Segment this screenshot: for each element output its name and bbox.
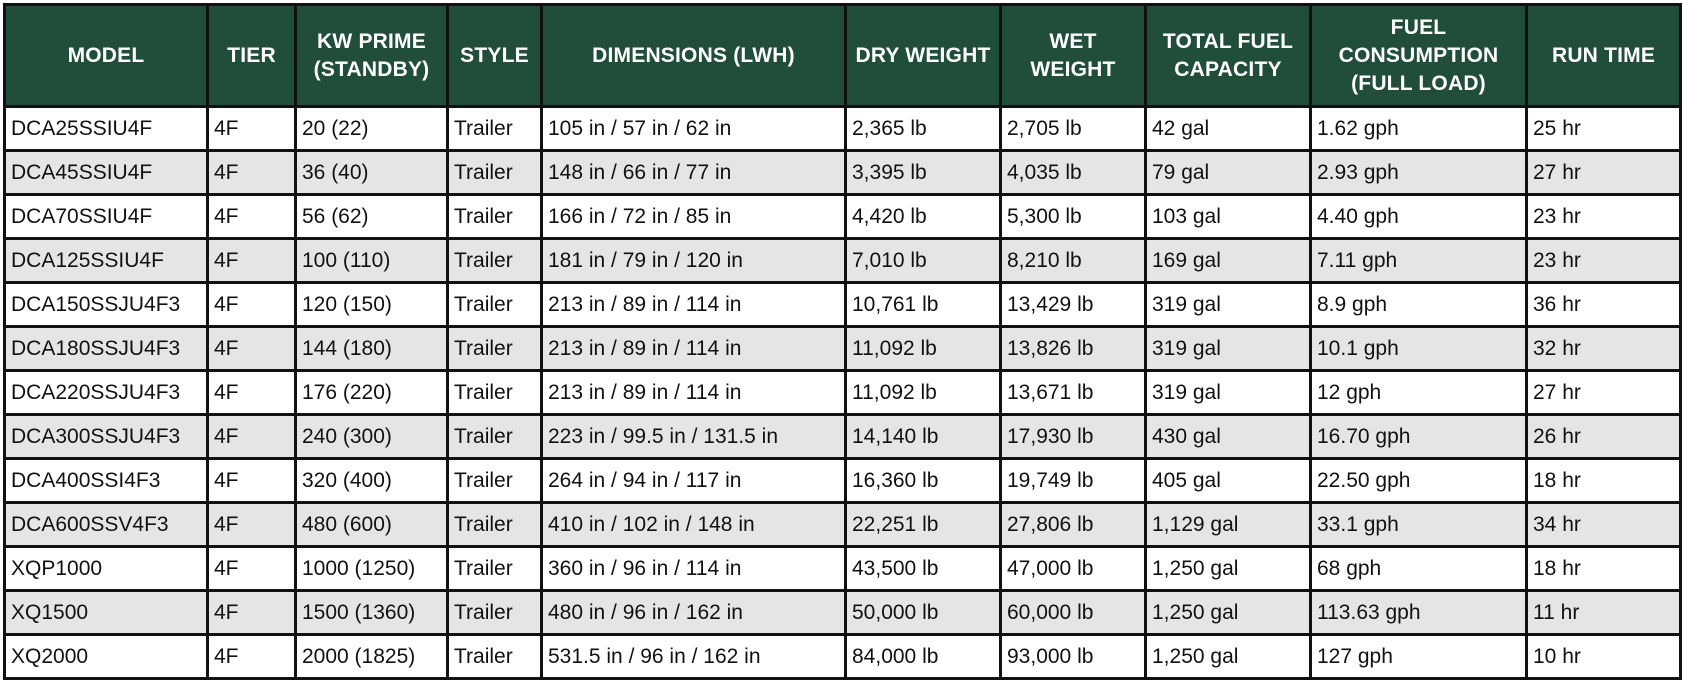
cell-text-total-fuel-capacity: 1,250 gal	[1152, 600, 1239, 624]
cell-model	[5, 371, 208, 415]
cell-dry-weight	[846, 327, 1001, 371]
table-row	[5, 503, 1681, 547]
cell-run-time	[1527, 591, 1681, 635]
cell-kw-prime	[296, 635, 448, 679]
cell-text-dry-weight: 10,761 lb	[852, 292, 939, 316]
cell-total-fuel-capacity	[1146, 195, 1311, 239]
cell-wet-weight	[1001, 239, 1146, 283]
cell-total-fuel-capacity	[1146, 415, 1311, 459]
cell-text-dry-weight: 84,000 lb	[852, 644, 939, 668]
column-header-kw-prime: KW PRIME (STANDBY)	[296, 5, 448, 107]
cell-tier	[208, 107, 296, 151]
cell-text-style: Trailer	[454, 512, 513, 536]
cell-model	[5, 151, 208, 195]
cell-kw-prime	[296, 591, 448, 635]
cell-text-total-fuel-capacity: 1,250 gal	[1152, 556, 1239, 580]
cell-text-model: DCA150SSJU4F3	[11, 292, 181, 316]
table-body	[5, 107, 1681, 679]
cell-wet-weight	[1001, 503, 1146, 547]
cell-fuel-consumption	[1311, 239, 1527, 283]
cell-tier	[208, 283, 296, 327]
cell-model	[5, 635, 208, 679]
cell-model	[5, 503, 208, 547]
cell-text-tier: 4F	[214, 600, 239, 624]
cell-fuel-consumption	[1311, 371, 1527, 415]
cell-fuel-consumption	[1311, 459, 1527, 503]
cell-text-fuel-consumption: 4.40 gph	[1317, 204, 1399, 228]
cell-text-fuel-consumption: 33.1 gph	[1317, 512, 1399, 536]
cell-dry-weight	[846, 151, 1001, 195]
cell-text-dry-weight: 43,500 lb	[852, 556, 939, 580]
cell-run-time	[1527, 371, 1681, 415]
cell-text-style: Trailer	[454, 336, 513, 360]
column-header-total-fuel-capacity: TOTAL FUEL CAPACITY	[1146, 5, 1311, 107]
cell-text-run-time: 23 hr	[1533, 248, 1581, 272]
cell-total-fuel-capacity	[1146, 547, 1311, 591]
column-header-style: STYLE	[448, 5, 542, 107]
cell-text-model: DCA25SSIU4F	[11, 116, 153, 140]
cell-text-wet-weight: 47,000 lb	[1007, 556, 1094, 580]
cell-text-tier: 4F	[214, 512, 239, 536]
cell-wet-weight	[1001, 415, 1146, 459]
cell-text-tier: 4F	[214, 380, 239, 404]
cell-dimensions	[542, 283, 846, 327]
cell-run-time	[1527, 459, 1681, 503]
cell-model	[5, 591, 208, 635]
cell-dry-weight	[846, 459, 1001, 503]
cell-text-fuel-consumption: 2.93 gph	[1317, 160, 1399, 184]
cell-text-total-fuel-capacity: 319 gal	[1152, 336, 1221, 360]
cell-text-fuel-consumption: 68 gph	[1317, 556, 1382, 580]
cell-text-style: Trailer	[454, 292, 513, 316]
cell-text-dimensions: 213 in / 89 in / 114 in	[548, 336, 742, 360]
cell-text-dimensions: 105 in / 57 in / 62 in	[548, 116, 732, 140]
cell-kw-prime	[296, 239, 448, 283]
cell-text-style: Trailer	[454, 160, 513, 184]
table-row	[5, 195, 1681, 239]
cell-text-fuel-consumption: 127 gph	[1317, 644, 1393, 668]
cell-text-run-time: 27 hr	[1533, 380, 1581, 404]
cell-dimensions	[542, 635, 846, 679]
cell-text-tier: 4F	[214, 204, 239, 228]
cell-run-time	[1527, 107, 1681, 151]
cell-text-tier: 4F	[214, 292, 239, 316]
cell-dry-weight	[846, 503, 1001, 547]
cell-wet-weight	[1001, 371, 1146, 415]
cell-text-total-fuel-capacity: 319 gal	[1152, 292, 1221, 316]
cell-wet-weight	[1001, 151, 1146, 195]
cell-text-run-time: 11 hr	[1533, 600, 1580, 624]
cell-text-tier: 4F	[214, 160, 239, 184]
table-row	[5, 239, 1681, 283]
cell-total-fuel-capacity	[1146, 327, 1311, 371]
cell-text-kw-prime: 1000 (1250)	[302, 556, 416, 580]
cell-style	[448, 415, 542, 459]
cell-text-dry-weight: 16,360 lb	[852, 468, 939, 492]
cell-model	[5, 547, 208, 591]
cell-text-tier: 4F	[214, 116, 239, 140]
cell-tier	[208, 591, 296, 635]
cell-dry-weight	[846, 547, 1001, 591]
cell-style	[448, 195, 542, 239]
cell-text-wet-weight: 13,826 lb	[1007, 336, 1094, 360]
cell-fuel-consumption	[1311, 635, 1527, 679]
cell-text-style: Trailer	[454, 556, 513, 580]
cell-tier	[208, 635, 296, 679]
cell-dry-weight	[846, 635, 1001, 679]
cell-text-kw-prime: 36 (40)	[302, 160, 369, 184]
cell-wet-weight	[1001, 547, 1146, 591]
column-header-dry-weight: DRY WEIGHT	[846, 5, 1001, 107]
cell-total-fuel-capacity	[1146, 459, 1311, 503]
cell-text-kw-prime: 320 (400)	[302, 468, 392, 492]
cell-kw-prime	[296, 371, 448, 415]
cell-text-total-fuel-capacity: 1,250 gal	[1152, 644, 1239, 668]
cell-text-dimensions: 181 in / 79 in / 120 in	[548, 248, 743, 272]
column-header-dimensions: DIMENSIONS (LWH)	[542, 5, 846, 107]
cell-model	[5, 327, 208, 371]
cell-dry-weight	[846, 371, 1001, 415]
cell-text-dry-weight: 2,365 lb	[852, 116, 927, 140]
cell-text-run-time: 34 hr	[1533, 512, 1581, 536]
cell-total-fuel-capacity	[1146, 283, 1311, 327]
table-header	[5, 5, 1681, 107]
cell-run-time	[1527, 635, 1681, 679]
cell-fuel-consumption	[1311, 547, 1527, 591]
cell-text-style: Trailer	[454, 204, 513, 228]
cell-text-model: XQP1000	[11, 556, 103, 580]
cell-text-kw-prime: 20 (22)	[302, 116, 369, 140]
cell-kw-prime	[296, 195, 448, 239]
cell-tier	[208, 503, 296, 547]
cell-text-tier: 4F	[214, 556, 239, 580]
cell-total-fuel-capacity	[1146, 635, 1311, 679]
cell-model	[5, 459, 208, 503]
cell-text-fuel-consumption: 1.62 gph	[1317, 116, 1399, 140]
cell-text-wet-weight: 60,000 lb	[1007, 600, 1094, 624]
cell-wet-weight	[1001, 635, 1146, 679]
cell-text-dimensions: 410 in / 102 in / 148 in	[548, 512, 755, 536]
cell-text-kw-prime: 144 (180)	[302, 336, 392, 360]
cell-text-style: Trailer	[454, 644, 513, 668]
cell-text-run-time: 27 hr	[1533, 160, 1581, 184]
cell-style	[448, 151, 542, 195]
table-row	[5, 283, 1681, 327]
cell-text-model: DCA300SSJU4F3	[11, 424, 181, 448]
cell-text-tier: 4F	[214, 644, 239, 668]
cell-text-dimensions: 223 in / 99.5 in / 131.5 in	[548, 424, 779, 448]
cell-kw-prime	[296, 151, 448, 195]
cell-text-kw-prime: 240 (300)	[302, 424, 392, 448]
cell-text-dry-weight: 50,000 lb	[852, 600, 939, 624]
column-header-fuel-consumption: FUEL CONSUMPTION (FULL LOAD)	[1311, 5, 1527, 107]
cell-run-time	[1527, 283, 1681, 327]
cell-text-fuel-consumption: 8.9 gph	[1317, 292, 1388, 316]
cell-text-tier: 4F	[214, 248, 239, 272]
cell-text-total-fuel-capacity: 103 gal	[1152, 204, 1221, 228]
cell-text-wet-weight: 2,705 lb	[1007, 116, 1082, 140]
column-header-tier: TIER	[208, 5, 296, 107]
cell-text-kw-prime: 1500 (1360)	[302, 600, 416, 624]
cell-text-tier: 4F	[214, 424, 239, 448]
cell-text-fuel-consumption: 16.70 gph	[1317, 424, 1411, 448]
table-row	[5, 459, 1681, 503]
cell-dimensions	[542, 547, 846, 591]
cell-text-dimensions: 264 in / 94 in / 117 in	[548, 468, 742, 492]
cell-text-total-fuel-capacity: 169 gal	[1152, 248, 1221, 272]
table-row	[5, 547, 1681, 591]
cell-text-fuel-consumption: 7.11 gph	[1317, 248, 1398, 272]
cell-wet-weight	[1001, 591, 1146, 635]
cell-text-style: Trailer	[454, 380, 513, 404]
cell-text-dry-weight: 22,251 lb	[852, 512, 939, 536]
cell-run-time	[1527, 503, 1681, 547]
header-row	[5, 5, 1681, 107]
cell-text-total-fuel-capacity: 1,129 gal	[1152, 512, 1239, 536]
cell-text-model: XQ1500	[11, 600, 89, 624]
table-row	[5, 151, 1681, 195]
cell-text-wet-weight: 17,930 lb	[1007, 424, 1094, 448]
cell-fuel-consumption	[1311, 107, 1527, 151]
column-header-run-time: RUN TIME	[1527, 5, 1681, 107]
cell-kw-prime	[296, 415, 448, 459]
cell-text-dry-weight: 3,395 lb	[852, 160, 927, 184]
cell-wet-weight	[1001, 283, 1146, 327]
cell-style	[448, 283, 542, 327]
cell-style	[448, 327, 542, 371]
cell-text-wet-weight: 5,300 lb	[1007, 204, 1082, 228]
cell-tier	[208, 459, 296, 503]
cell-wet-weight	[1001, 195, 1146, 239]
cell-model	[5, 283, 208, 327]
cell-text-wet-weight: 93,000 lb	[1007, 644, 1094, 668]
cell-dimensions	[542, 591, 846, 635]
cell-text-model: DCA400SSI4F3	[11, 468, 161, 492]
table-row	[5, 591, 1681, 635]
column-header-model: MODEL	[5, 5, 208, 107]
cell-text-model: XQ2000	[11, 644, 89, 668]
cell-text-model: DCA70SSIU4F	[11, 204, 153, 228]
cell-text-wet-weight: 4,035 lb	[1007, 160, 1082, 184]
cell-total-fuel-capacity	[1146, 151, 1311, 195]
cell-text-dry-weight: 11,092 lb	[852, 380, 937, 404]
column-header-wet-weight: WET WEIGHT	[1001, 5, 1146, 107]
cell-style	[448, 239, 542, 283]
cell-dimensions	[542, 239, 846, 283]
cell-tier	[208, 195, 296, 239]
cell-text-run-time: 18 hr	[1533, 556, 1581, 580]
cell-dimensions	[542, 459, 846, 503]
cell-kw-prime	[296, 459, 448, 503]
cell-text-dry-weight: 4,420 lb	[852, 204, 927, 228]
cell-text-tier: 4F	[214, 468, 239, 492]
cell-text-dry-weight: 7,010 lb	[852, 248, 927, 272]
cell-text-style: Trailer	[454, 248, 513, 272]
table-row	[5, 635, 1681, 679]
cell-total-fuel-capacity	[1146, 371, 1311, 415]
cell-text-run-time: 32 hr	[1533, 336, 1581, 360]
cell-text-fuel-consumption: 113.63 gph	[1317, 600, 1421, 624]
cell-kw-prime	[296, 107, 448, 151]
table-row	[5, 107, 1681, 151]
cell-text-total-fuel-capacity: 79 gal	[1152, 160, 1210, 184]
spec-table-container	[3, 3, 1679, 675]
cell-style	[448, 107, 542, 151]
table-row	[5, 415, 1681, 459]
cell-text-wet-weight: 13,671 lb	[1007, 380, 1094, 404]
cell-kw-prime	[296, 327, 448, 371]
cell-dry-weight	[846, 195, 1001, 239]
cell-run-time	[1527, 327, 1681, 371]
cell-tier	[208, 327, 296, 371]
generator-spec-table	[3, 3, 1682, 680]
cell-total-fuel-capacity	[1146, 239, 1311, 283]
cell-tier	[208, 415, 296, 459]
cell-run-time	[1527, 415, 1681, 459]
cell-text-dry-weight: 11,092 lb	[852, 336, 937, 360]
cell-style	[448, 547, 542, 591]
cell-style	[448, 503, 542, 547]
cell-tier	[208, 371, 296, 415]
cell-total-fuel-capacity	[1146, 591, 1311, 635]
cell-text-total-fuel-capacity: 405 gal	[1152, 468, 1221, 492]
cell-run-time	[1527, 239, 1681, 283]
cell-text-kw-prime: 56 (62)	[302, 204, 369, 228]
cell-text-total-fuel-capacity: 42 gal	[1152, 116, 1210, 140]
cell-text-style: Trailer	[454, 600, 513, 624]
cell-text-dimensions: 360 in / 96 in / 114 in	[548, 556, 742, 580]
cell-text-total-fuel-capacity: 319 gal	[1152, 380, 1221, 404]
cell-dimensions	[542, 151, 846, 195]
cell-fuel-consumption	[1311, 591, 1527, 635]
cell-text-run-time: 36 hr	[1533, 292, 1581, 316]
cell-text-run-time: 10 hr	[1533, 644, 1581, 668]
cell-fuel-consumption	[1311, 195, 1527, 239]
cell-text-fuel-consumption: 12 gph	[1317, 380, 1382, 404]
cell-style	[448, 635, 542, 679]
cell-fuel-consumption	[1311, 151, 1527, 195]
cell-text-dimensions: 480 in / 96 in / 162 in	[548, 600, 743, 624]
cell-dimensions	[542, 371, 846, 415]
cell-text-style: Trailer	[454, 468, 513, 492]
cell-text-dry-weight: 14,140 lb	[852, 424, 939, 448]
cell-total-fuel-capacity	[1146, 107, 1311, 151]
cell-text-wet-weight: 8,210 lb	[1007, 248, 1082, 272]
cell-run-time	[1527, 195, 1681, 239]
cell-dry-weight	[846, 239, 1001, 283]
cell-fuel-consumption	[1311, 503, 1527, 547]
cell-text-dimensions: 213 in / 89 in / 114 in	[548, 380, 742, 404]
cell-dry-weight	[846, 107, 1001, 151]
cell-style	[448, 591, 542, 635]
cell-text-model: DCA125SSIU4F	[11, 248, 164, 272]
cell-text-dimensions: 148 in / 66 in / 77 in	[548, 160, 732, 184]
cell-dimensions	[542, 503, 846, 547]
cell-tier	[208, 239, 296, 283]
cell-text-style: Trailer	[454, 116, 513, 140]
cell-text-wet-weight: 27,806 lb	[1007, 512, 1094, 536]
cell-text-kw-prime: 120 (150)	[302, 292, 392, 316]
cell-dimensions	[542, 107, 846, 151]
cell-text-total-fuel-capacity: 430 gal	[1152, 424, 1221, 448]
cell-text-model: DCA45SSIU4F	[11, 160, 153, 184]
cell-text-tier: 4F	[214, 336, 239, 360]
cell-model	[5, 195, 208, 239]
cell-wet-weight	[1001, 107, 1146, 151]
cell-text-model: DCA600SSV4F3	[11, 512, 169, 536]
cell-run-time	[1527, 547, 1681, 591]
cell-text-kw-prime: 176 (220)	[302, 380, 392, 404]
cell-text-run-time: 18 hr	[1533, 468, 1581, 492]
cell-dimensions	[542, 327, 846, 371]
cell-text-kw-prime: 480 (600)	[302, 512, 392, 536]
cell-fuel-consumption	[1311, 327, 1527, 371]
cell-tier	[208, 547, 296, 591]
cell-text-dimensions: 166 in / 72 in / 85 in	[548, 204, 732, 228]
cell-dry-weight	[846, 283, 1001, 327]
cell-model	[5, 107, 208, 151]
cell-dimensions	[542, 195, 846, 239]
cell-style	[448, 459, 542, 503]
cell-dry-weight	[846, 415, 1001, 459]
cell-text-wet-weight: 19,749 lb	[1007, 468, 1094, 492]
cell-fuel-consumption	[1311, 283, 1527, 327]
cell-text-dimensions: 531.5 in / 96 in / 162 in	[548, 644, 761, 668]
cell-text-kw-prime: 2000 (1825)	[302, 644, 416, 668]
cell-kw-prime	[296, 547, 448, 591]
table-row	[5, 371, 1681, 415]
cell-dimensions	[542, 415, 846, 459]
cell-text-fuel-consumption: 10.1 gph	[1317, 336, 1399, 360]
cell-text-model: DCA220SSJU4F3	[11, 380, 181, 404]
cell-tier	[208, 151, 296, 195]
cell-model	[5, 239, 208, 283]
cell-text-run-time: 23 hr	[1533, 204, 1581, 228]
cell-text-kw-prime: 100 (110)	[302, 248, 391, 272]
cell-wet-weight	[1001, 459, 1146, 503]
cell-text-style: Trailer	[454, 424, 513, 448]
cell-fuel-consumption	[1311, 415, 1527, 459]
cell-model	[5, 415, 208, 459]
cell-text-run-time: 25 hr	[1533, 116, 1581, 140]
cell-total-fuel-capacity	[1146, 503, 1311, 547]
cell-text-dimensions: 213 in / 89 in / 114 in	[548, 292, 742, 316]
cell-text-fuel-consumption: 22.50 gph	[1317, 468, 1411, 492]
cell-kw-prime	[296, 503, 448, 547]
cell-wet-weight	[1001, 327, 1146, 371]
cell-dry-weight	[846, 591, 1001, 635]
cell-style	[448, 371, 542, 415]
cell-run-time	[1527, 151, 1681, 195]
cell-text-run-time: 26 hr	[1533, 424, 1581, 448]
table-row	[5, 327, 1681, 371]
cell-kw-prime	[296, 283, 448, 327]
cell-text-wet-weight: 13,429 lb	[1007, 292, 1094, 316]
cell-text-model: DCA180SSJU4F3	[11, 336, 181, 360]
